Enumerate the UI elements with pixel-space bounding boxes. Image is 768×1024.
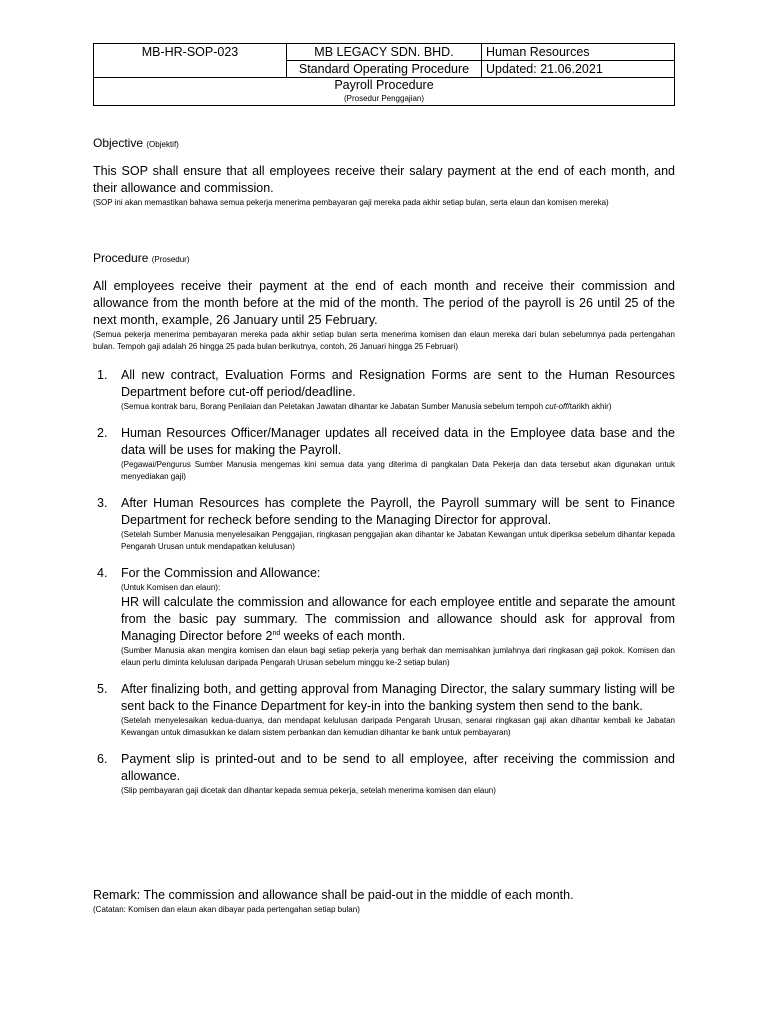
procedure-translation: (Semua pekerja menerima pembayaran mereka pada akhir setiap bulan serta menerima komisen dan elaun mereka dari bulan sebelumnya pada pertengahan bulan. Tempoh gaji adalah 26 hingga 25 pada bulan berikutnya, contoh, 26 Januari hingga 25 Februari) [93,330,675,351]
procedure-title: Payroll Procedure [334,78,434,92]
remark-text: Remark: The commission and allowance shall be paid-out in the middle of each month. [93,888,574,902]
updated-date: Updated: 21.06.2021 [482,61,675,78]
step-5: 5. After finalizing both, and getting approval from Managing Director, the salary summary listing will be sent back to the Finance Department for key-in into the banking system then send to the bank. (Setelah menyelesaikan kedua-duanya, dan mendapat kelulusan daripada Pengarah Urusan, senarai ringkasan gaji akan dihantar kembali ke Jabatan Kewangan untuk dimasukkan ke dalam sistem perbankan dan kemudian dihantar ke bank untuk pembayaran) [97,682,675,737]
objective-heading: Objective (Objektif) [93,136,179,150]
objective-text: This SOP shall ensure that all employees receive their salary payment at the end of each month, and their allowance and commission. [93,164,675,195]
step-1: 1. All new contract, Evaluation Forms and Resignation Forms are sent to the Human Resources Department before cut-off period/deadline. (Semua kontrak baru, Borang Penilaian dan Peletakan Jawatan dihantar ke Jabatan Sumber Manusia sebelum tempoh cut-off/tarikh akhir) [97,368,675,411]
procedure-heading: Procedure (Prosedur) [93,251,190,265]
step-6: 6. Payment slip is printed-out and to be send to all employee, after receiving the commission and allowance. (Slip pembayaran gaji dicetak dan dihantar kepada semua pekerja, setelah menerima komisen dan elaun) [97,752,675,795]
remark-translation: (Catatan: Komisen dan elaun akan dibayar pada pertengahan setiap bulan) [93,905,360,914]
company-name: MB LEGACY SDN. BHD. [287,44,482,61]
step-2: 2. Human Resources Officer/Manager updates all received data in the Employee data base and the data will be uses for making the Payroll. (Pegawai/Pengurus Sumber Manusia mengemas kini semua data yang diterima di pangkalan Data Pekerja dan data tersebut akan digunakan untuk menyediakan gaji) [97,426,675,481]
procedure-title-translation: (Prosedur Penggajian) [343,94,425,103]
department: Human Resources [482,44,675,61]
title-cell [94,78,675,106]
procedure-section [93,250,675,353]
procedure-text: All employees receive their payment at the end of each month and receive their commission and allowance from the month before at the mid of the month. The period of the payroll is 26 until 25 of the next month, example, 26 January until 25 February. [93,279,675,327]
sop-header-table [93,43,675,106]
objective-section [93,135,675,209]
doc-type: Standard Operating Procedure [287,61,482,78]
step-3: 3. After Human Resources has complete the Payroll, the Payroll summary will be sent to Finance Department for recheck before sending to the Managing Director for approval. (Setelah Sumber Manusia menyelesaikan Penggajian, ringkasan penggajian akan dihantar ke Jabatan Kewangan untuk diperiksa sebelum dihantar kepada Pengarah Urusan untuk mendapatkan kelulusan) [97,496,675,551]
objective-translation: (SOP ini akan memastikan bahawa semua pekerja menerima pembayaran gaji mereka pada akhir setiap bulan, serta elaun dan komisen mereka) [93,198,609,207]
step-4: 4. For the Commission and Allowance: (Untuk Komisen dan elaun): HR will calculate the commission and allowance for each employee entitle and separate the amount from the basic pay summary. The commission and allowance should ask for approval from Managing Director before 2nd weeks of each month. (Sumber Manusia akan mengira komisen dan elaun bagi setiap pekerja yang berhak dan memisahkan jumlahnya dari ringkasan gaji pokok. Komisen dan elaun perlu diminta kelulusan daripada Pengarah Urusan sebelum minggu ke-2 setiap bulan) [97,566,675,667]
procedure-steps [93,367,675,797]
doc-code: MB-HR-SOP-023 [94,44,287,78]
remark-section [93,887,675,916]
